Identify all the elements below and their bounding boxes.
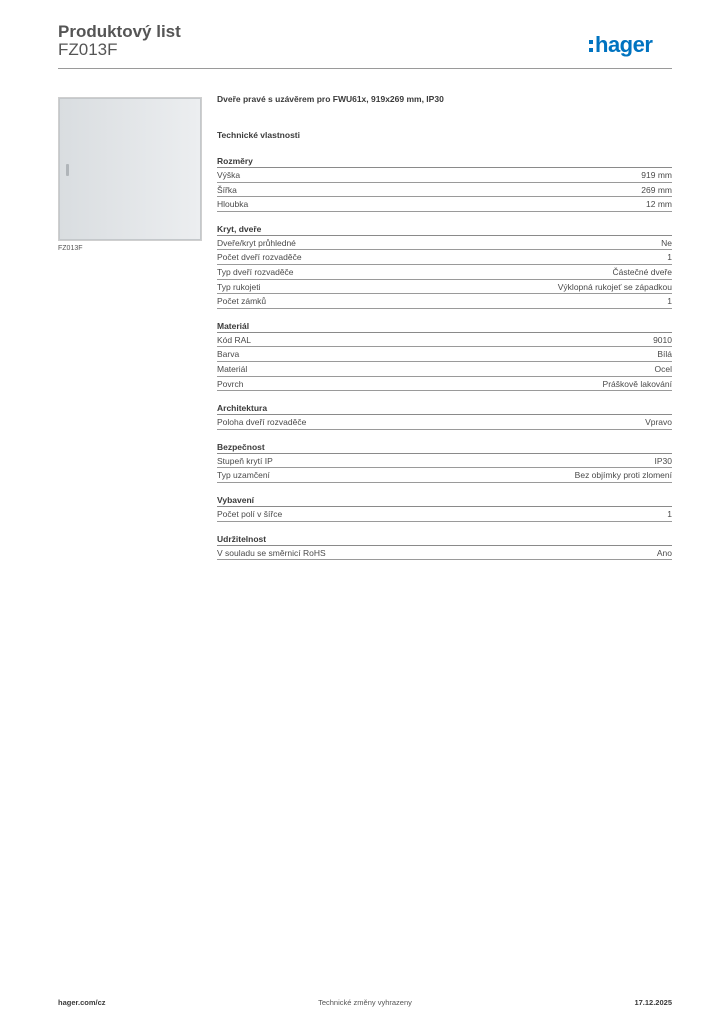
property-label: Typ uzamčení: [217, 470, 270, 481]
product-image: [58, 97, 202, 241]
document-title: Produktový list: [58, 22, 181, 41]
property-value: 1: [667, 296, 672, 307]
property-row: [217, 415, 672, 430]
property-row: [217, 454, 672, 469]
property-row: [217, 280, 672, 295]
property-label: Hloubka: [217, 199, 249, 210]
property-row: [217, 377, 672, 392]
group-title: Kryt, dveře: [217, 222, 672, 236]
property-groups: [217, 154, 672, 560]
group-title: Udržitelnost: [217, 532, 672, 546]
hager-logo: [588, 30, 672, 62]
property-row: [217, 183, 672, 198]
image-caption: FZ013F: [58, 245, 83, 252]
footer-notice: Technické změny vyhrazeny: [318, 998, 412, 1007]
property-row: [217, 468, 672, 483]
group-title: Architektura: [217, 401, 672, 415]
property-row: [217, 347, 672, 362]
property-value: IP30: [654, 455, 672, 466]
property-row: [217, 546, 672, 561]
property-label: Stupeň krytí IP: [217, 455, 273, 466]
property-label: Výška: [217, 170, 241, 180]
property-value: 9010: [653, 334, 672, 345]
property-row: [217, 362, 672, 377]
property-label: Počet zámků: [217, 296, 267, 307]
property-row: [217, 265, 672, 280]
property-label: Typ rukojeti: [217, 281, 261, 292]
property-value: Ano: [656, 547, 672, 558]
property-group: [217, 401, 672, 430]
property-row: [217, 197, 672, 212]
property-label: V souladu se směrnicí RoHS: [217, 547, 326, 558]
property-value: 12 mm: [646, 199, 672, 210]
property-row: [217, 250, 672, 265]
header-divider: [58, 68, 672, 69]
property-value: 269 mm: [641, 184, 672, 195]
property-value: 1: [667, 508, 672, 519]
property-group: [217, 493, 672, 522]
property-group: [217, 222, 672, 309]
property-value: Výklopná rukojeť se západkou: [557, 281, 672, 292]
property-row: [217, 168, 672, 183]
group-title: Materiál: [217, 319, 672, 333]
door-illustration: [59, 98, 201, 240]
property-row: [217, 333, 672, 348]
product-details: [217, 92, 672, 560]
property-value: Vpravo: [645, 417, 672, 428]
property-value: Ne: [661, 237, 672, 248]
property-label: Počet polí v šířce: [217, 508, 283, 519]
property-group: [217, 319, 672, 391]
property-value: Bílá: [657, 349, 672, 360]
page-header: [58, 20, 672, 70]
property-label: Počet dveří rozvaděče: [217, 252, 302, 263]
property-label: Poloha dveří rozvaděče: [217, 417, 307, 428]
group-title: Bezpečnost: [217, 440, 672, 454]
page-footer: [58, 998, 672, 1010]
property-row: [217, 507, 672, 522]
property-group: [217, 154, 672, 212]
property-row: [217, 294, 672, 309]
product-name: Dveře pravé s uzávěrem pro FWU61x, 919x269 mm, IP30: [217, 94, 444, 104]
property-row: [217, 236, 672, 251]
footer-website-link[interactable]: hager.com/cz: [58, 998, 106, 1007]
property-value: 919 mm: [641, 170, 672, 180]
group-title: Rozměry: [217, 154, 672, 168]
logo-text: hager: [595, 32, 653, 57]
technical-properties-heading: Technické vlastnosti: [217, 130, 300, 140]
property-label: Šířka: [217, 184, 237, 195]
property-group: [217, 440, 672, 483]
property-value: Částečné dveře: [612, 266, 672, 277]
property-label: Typ dveří rozvaděče: [217, 266, 294, 277]
footer-date: 17.12.2025: [634, 998, 672, 1007]
property-label: Dveře/kryt průhledné: [217, 237, 296, 248]
property-value: Bez objímky proti zlomení: [574, 470, 672, 481]
property-label: Materiál: [217, 363, 248, 374]
property-value: Ocel: [654, 363, 672, 374]
property-label: Barva: [217, 349, 240, 360]
property-value: Práškově lakování: [602, 378, 672, 389]
property-label: Povrch: [217, 378, 244, 389]
group-title: Vybavení: [217, 493, 672, 507]
property-label: Kód RAL: [217, 334, 252, 345]
property-value: 1: [667, 252, 672, 263]
product-code: FZ013F: [58, 40, 118, 59]
property-group: [217, 532, 672, 561]
